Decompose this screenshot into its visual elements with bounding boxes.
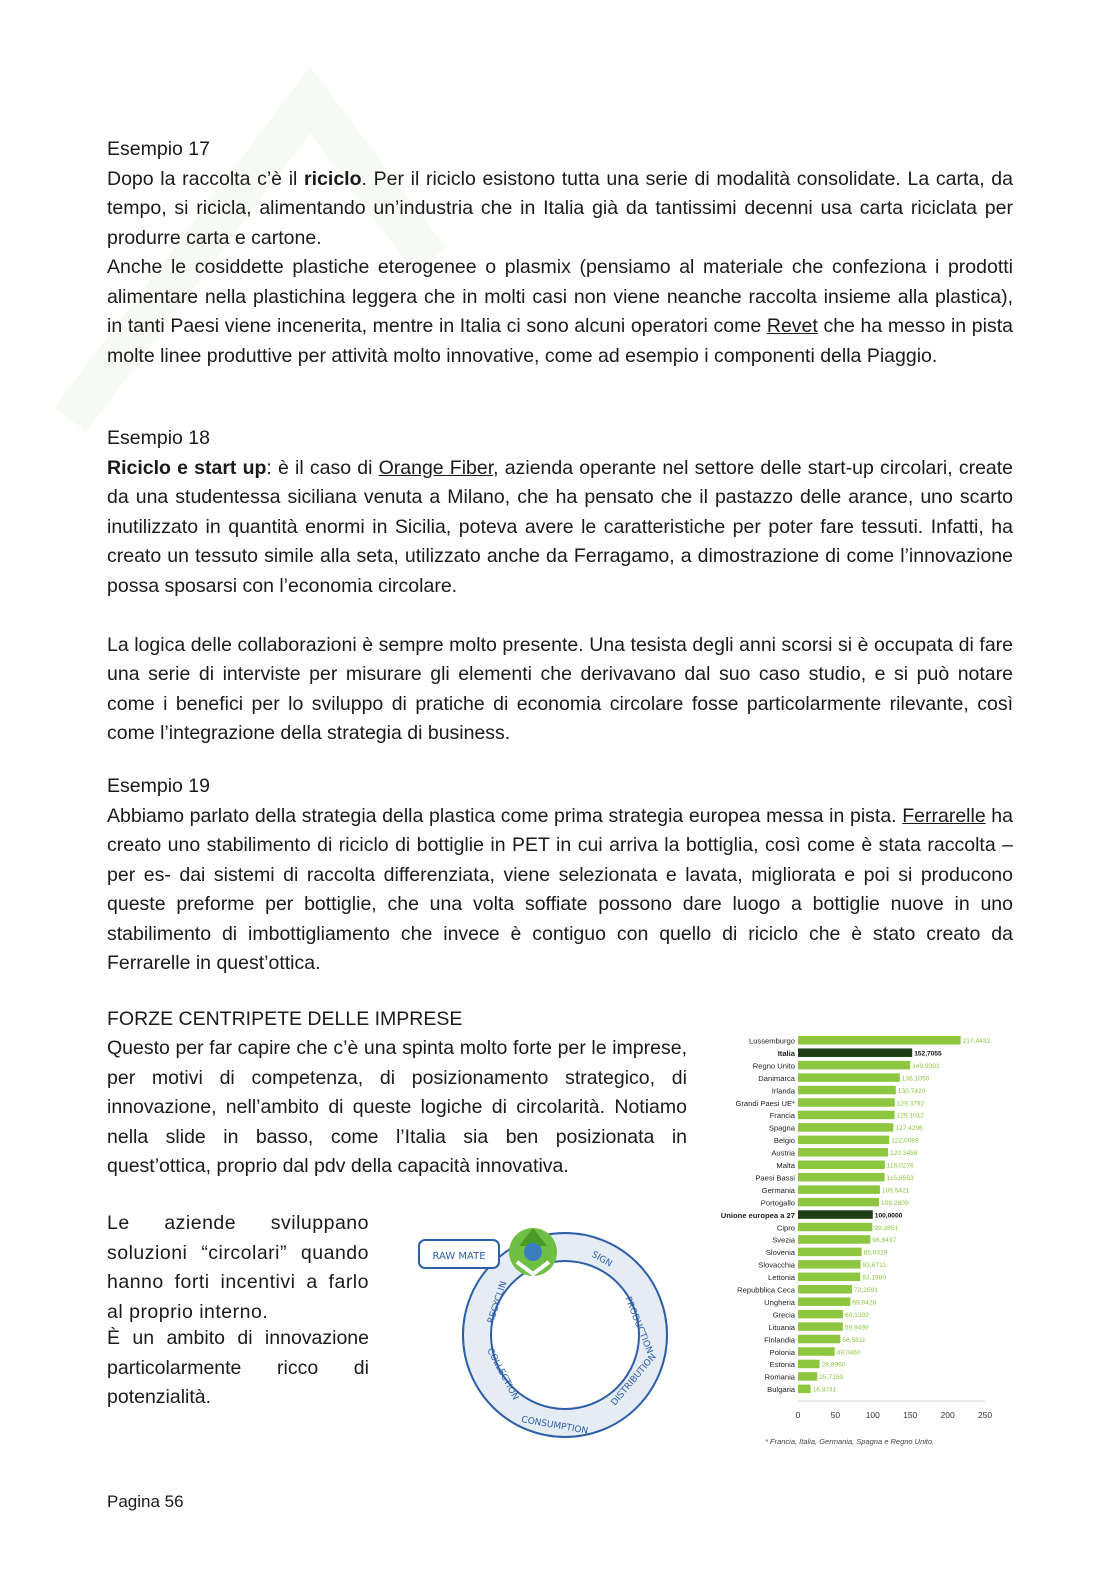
chart-value-label: 120,3458 xyxy=(890,1150,918,1158)
chart-value-label: 129,1012 xyxy=(896,1112,925,1120)
chart-bar xyxy=(798,1335,840,1344)
section-esempio-18 xyxy=(107,424,1013,749)
chart-value-label: 130,7420 xyxy=(897,1087,926,1095)
section-title: Esempio 17 xyxy=(107,138,210,160)
chart-category-label: Lettonia xyxy=(767,1273,795,1283)
paragraph: Anche le cosiddette plastiche eterogenee o plasmix (pensiamo al materiale che confeziona i prodotti alimentare nella plastichina leggera che in molti casi non viene neanche raccolta insieme alla plastica), in tanti Paesi viene incenerita, mentre in Italia ci sono alcuni operatori come Revet che ha messo in pista molte linee produttive per attività molto innovative, come ad esempio i componenti della Piaggio. xyxy=(107,256,1013,367)
diagram-label: SIGN xyxy=(589,1249,614,1270)
chart-value-label: 25,7159 xyxy=(819,1374,844,1382)
chart-value-label: 72,2591 xyxy=(854,1287,878,1294)
chart-category-label: Unione europea a 27 xyxy=(720,1210,795,1220)
chart-bar xyxy=(798,1198,879,1207)
link-orange-fiber[interactable]: Orange Fiber xyxy=(378,456,494,479)
chart-category-label: Polonia xyxy=(769,1347,795,1357)
chart-bar xyxy=(798,1111,895,1120)
chart-category-label: Lituania xyxy=(768,1322,795,1332)
chart-category-label: Estonia xyxy=(769,1360,795,1370)
diagram-label: CONSUMPTION xyxy=(520,1415,589,1437)
chart-bar xyxy=(798,1223,872,1232)
recycle-icon xyxy=(509,1228,557,1276)
chart-tick-label: 250 xyxy=(977,1410,993,1421)
chart-category-label: Danimarca xyxy=(758,1073,795,1083)
paragraph-innovazione: È un ambito di innovazione particolarmente ricco di potenzialità. xyxy=(107,1327,369,1408)
paragraph: Abbiamo parlato della strategia della plastica come prima strategia europea messa in pista. Ferrarelle ha creato uno stabilimento di riciclo di bottiglie in PET in cui arriva la bottiglia, così come è stata raccolta –per es- dai sistemi di raccolta differenziata, viene selezionata e lavata, migliorata e poi si producono queste preforme per bottiglie, che una volta soffiate possono dare luogo a bottiglie nuove in uno stabilimento di imbottigliamento che invece è contiguo con quello di riciclo che è stato creato da Ferrarelle in quest’ottica. xyxy=(107,804,1014,974)
chart-value-label: 116,0276 xyxy=(886,1162,914,1170)
chart-bar xyxy=(798,1310,843,1319)
chart-value-label: 100,0000 xyxy=(874,1212,903,1220)
chart-bar xyxy=(798,1073,900,1082)
diagram-label: RAW MATE xyxy=(432,1251,486,1262)
chart-value-label: 149,9391 xyxy=(912,1062,940,1070)
chart-value-label: 56,5811 xyxy=(842,1336,866,1344)
chart-value-label: 28,8960 xyxy=(821,1361,846,1369)
section-heading: FORZE CENTRIPETE DELLE IMPRESE xyxy=(107,1008,463,1030)
chart-value-label: 217,4432 xyxy=(962,1038,991,1045)
section-esempio-19 xyxy=(107,772,1013,979)
chart-category-label: Francia xyxy=(769,1111,795,1121)
paragraph: Riciclo e start up: è il caso di Orange Fiber, azienda operante nel settore delle start-up circolari, create da una studentessa siciliana venuta a Milano, che ha pensato che il pastazzo delle arance, uno scarto inutilizzato in quantità enormi in Sicilia, poteva avere le caratteristiche per poter fare tessuti. Infatti, ha creato un tessuto simile alla seta, utilizzato anche da Ferragamo, a dimostrazione di come l’innovazione possa sposarsi con l’economia circolare. xyxy=(107,456,1014,597)
chart-value-label: 60,1392 xyxy=(844,1311,869,1319)
chart-value-label: 122,0089 xyxy=(891,1137,919,1145)
paragraph: Dopo la raccolta c’è il riciclo. Per il riciclo esistono tutta una serie di modalità consolidate. La carta, da tempo, si ricicla, alimentando un’industria che in Italia già da tantissimi decenni usa carta riciclata per produrre carta e cartone. xyxy=(107,167,1013,249)
chart-bar xyxy=(798,1297,850,1306)
paragraph: La logica delle collaborazioni è sempre molto presente. Una tesista degli anni scorsi si è occupata di fare una serie di interviste per misurare gli elementi che derivavano dal suo caso studio, e si può notare come i benefici per lo sviluppo di pratiche di economia circolare fosse particolarmente rilevante, così come l’integrazione della strategia di business. xyxy=(107,633,1013,744)
chart-bar xyxy=(798,1086,896,1095)
chart-category-label: Bulgaria xyxy=(767,1385,795,1395)
chart-bar xyxy=(798,1136,889,1145)
chart-bar xyxy=(798,1385,811,1394)
chart-value-label: 136,1050 xyxy=(901,1075,930,1083)
chart-value-label: 83,6711 xyxy=(862,1262,886,1270)
chart-value-label: 127,4296 xyxy=(895,1125,923,1133)
chart-bar xyxy=(798,1185,880,1194)
chart-value-label: 59,9499 xyxy=(844,1324,869,1332)
chart-footnote: * Francia, Italia, Germania, Spagna e Regno Unito. xyxy=(765,1437,935,1447)
section-title: Esempio 19 xyxy=(107,775,210,797)
innovation-bar-chart xyxy=(715,1028,1015,1453)
section-title: Esempio 18 xyxy=(107,427,210,449)
chart-category-label: Finlandia xyxy=(764,1335,795,1345)
chart-category-label: Paesi Bassi xyxy=(755,1173,795,1183)
chart-bar xyxy=(798,1360,820,1369)
chart-category-label: Malta xyxy=(776,1161,795,1170)
chart-value-label: 109,5421 xyxy=(881,1187,910,1195)
chart-category-label: Slovenia xyxy=(765,1248,795,1258)
chart-category-label: Lussemburgo xyxy=(748,1036,795,1046)
chart-value-label: 69,9428 xyxy=(852,1299,877,1307)
chart-value-label: 99,3851 xyxy=(874,1224,899,1232)
chart-value-label: 85,0319 xyxy=(863,1249,888,1257)
chart-category-label: Slovacchia xyxy=(758,1260,795,1270)
chart-value-label: 129,3792 xyxy=(896,1100,925,1108)
diagram-label: PRODUCTION xyxy=(622,1295,655,1356)
bold-term: riciclo xyxy=(304,167,362,190)
chart-value-label: 16,8741 xyxy=(812,1386,837,1394)
chart-category-label: Irlanda xyxy=(771,1086,795,1096)
chart-category-label: Regno Unito xyxy=(752,1061,795,1071)
bold-term: Riciclo e start up xyxy=(107,456,267,479)
chart-bar xyxy=(798,1036,961,1045)
diagram-label: DISTRIBUTION xyxy=(609,1352,659,1408)
chart-category-label: Italia xyxy=(777,1048,795,1058)
chart-category-label: Repubblica Ceca xyxy=(737,1285,795,1295)
link-ferrarelle[interactable]: Ferrarelle xyxy=(902,804,986,827)
section-esempio-17 xyxy=(107,135,1013,371)
chart-bar xyxy=(798,1273,860,1282)
chart-bar xyxy=(798,1322,843,1331)
chart-tick-label: 200 xyxy=(940,1410,955,1421)
chart-category-label: Grandi Paesi UE* xyxy=(735,1098,795,1108)
chart-bar xyxy=(798,1248,862,1257)
chart-category-label: Ungheria xyxy=(764,1297,795,1307)
chart-category-label: Cipro xyxy=(776,1223,795,1233)
chart-category-label: Svezia xyxy=(772,1235,795,1245)
chart-bar xyxy=(798,1372,817,1381)
circular-economy-diagram xyxy=(415,1210,675,1442)
diagram-label: COLLECTION xyxy=(484,1346,521,1403)
chart-bar xyxy=(798,1285,852,1294)
link-revet[interactable]: Revet xyxy=(766,315,818,337)
chart-bar xyxy=(798,1148,888,1157)
chart-value-label: 152,7055 xyxy=(914,1050,942,1058)
chart-category-label: Austria xyxy=(771,1148,795,1158)
chart-value-label: 83,1980 xyxy=(862,1274,887,1282)
chart-bar xyxy=(798,1347,835,1356)
chart-category-label: Romania xyxy=(764,1372,795,1382)
chart-tick-label: 150 xyxy=(903,1410,918,1421)
chart-category-label: Belgio xyxy=(773,1136,795,1146)
chart-category-label: Spagna xyxy=(768,1123,795,1133)
chart-bar xyxy=(798,1260,861,1269)
paragraph-forze: Questo per far capire che c’è una spinta molto forte per le imprese, per motivi di competenza, di posizionamento strategico, di innovazione, nell’ambito di queste logiche di circolarità. Notiamo nella slide in basso, come l’Italia sia ben posizionata in quest’ottica, proprio dal pdv della capacità innovativa. xyxy=(107,1037,687,1177)
chart-bar xyxy=(798,1123,893,1132)
chart-bar xyxy=(798,1161,885,1170)
chart-tick-label: 100 xyxy=(865,1410,880,1421)
chart-value-label: 49,0460 xyxy=(836,1349,861,1357)
chart-bar xyxy=(798,1048,912,1057)
chart-value-label: 108,2809 xyxy=(880,1199,909,1207)
chart-category-label: Grecia xyxy=(772,1310,795,1320)
chart-tick-label: 50 xyxy=(830,1410,841,1421)
chart-tick-label: 0 xyxy=(795,1410,801,1421)
chart-category-label: Portogallo xyxy=(760,1198,795,1208)
chart-bar xyxy=(798,1235,870,1244)
chart-value-label: 96,6437 xyxy=(872,1237,897,1245)
chart-value-label: 115,8553 xyxy=(886,1174,914,1182)
chart-bar xyxy=(798,1061,910,1070)
chart-bar xyxy=(798,1173,885,1182)
diagram-label: RECYCLIN xyxy=(486,1280,510,1325)
paragraph-aziende: Le aziende sviluppano soluzioni “circolari” quando hanno forti incentivi a farlo al proprio interno. xyxy=(107,1212,369,1323)
chart-bar xyxy=(798,1098,895,1107)
page-number: Pagina 56 xyxy=(107,1492,184,1511)
chart-bar xyxy=(798,1210,873,1219)
chart-category-label: Germania xyxy=(761,1185,795,1195)
